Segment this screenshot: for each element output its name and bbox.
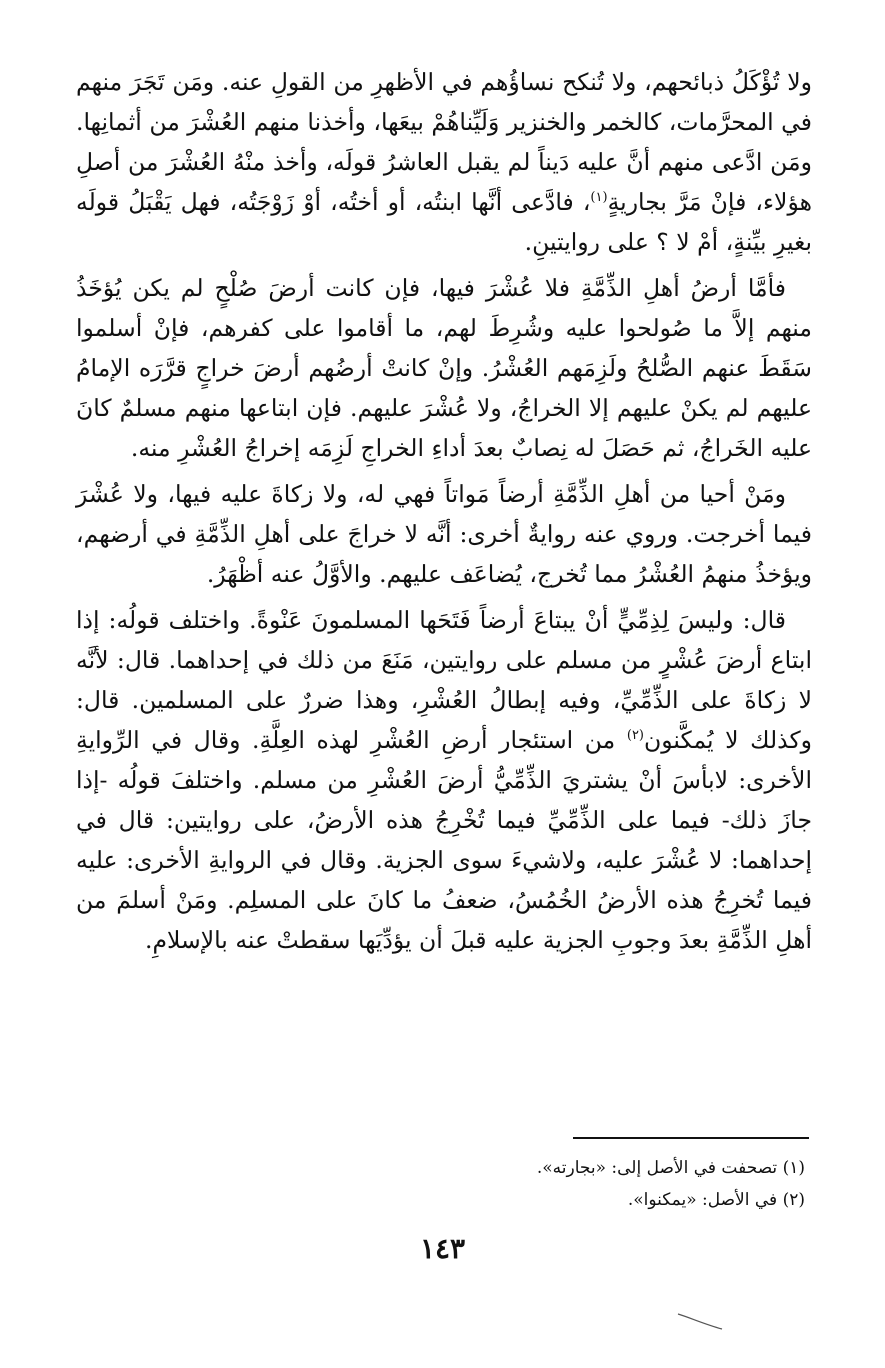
- footnote-1: (١) تصحفت في الأصل إلى: «بجارته».: [536, 1158, 805, 1178]
- footnote-divider: [573, 1137, 809, 1139]
- footnote-marker-2: (٢): [626, 728, 644, 744]
- paragraph-4-text: قال: وليسَ لِذِمِّيٍّ أنْ يبتاعَ أرضاً فَتَحَها المسلمونَ عَنْوةً. واختلف قولُه: إذا ابتاع أرضَ عُشْرٍ من مسلم على روايتين، مَنَعَ من ذلك في إحداهما. قال: لأنَّه لا زكاةَ على الذِّمِّيِّ، وفيه إبطالُ العُشْرِ، وهذا ضررٌ على المسلمين. قال: وكذلك لا يُمكَّنون: [76, 606, 812, 754]
- paragraph-4-continuation: من استئجار أرضِ العُشْرِ لهذه العِلَّةِ. وقال في الرِّوايةِ الأخرى: لابأسَ: [76, 726, 812, 794]
- footnotes: [75, 1152, 805, 1216]
- footnote-marker-1: (١): [590, 190, 608, 206]
- paragraph-4: [76, 600, 812, 960]
- paragraph-2: فأمَّا أرضُ أهلِ الذِّمَّةِ فلا عُشْرَ فيها، فإن كانت أرضَ صُلْحٍ لم يكن يُؤخَذُ منهم إلاَّ ما صُولحوا عليه وشُرِطَ لهم، ما أقاموا على كفرهم، فإنْ أسلموا سَقَطَ عنهم الصُّلحُ ولَزِمَهم العُشْرُ. وإنْ كانتْ أرضُهم أرضَ خراجٍ قرَّرَه الإمامُ عليهم لم يكنْ عليهم إلا الخراجُ، ولا عُشْرَ عليهم. فإن ابتاعها منهم مسلمٌ كانَ عليه الخَراجُ، ثم حَصَلَ له نِصابٌ بعدَ أداءِ الخراجِ لَزِمَه إخراجُ العُشْرِ منه.: [76, 274, 812, 462]
- paragraph-1-continuation: ، فادَّعى أنَّها ابنتُه، أو أختُه، أوْ زَوْجَتُه، فهل يَقْبَلُ قولَه بغيرِ بيِّنةٍ، أمْ لا ؟ على روايتينِ.: [76, 188, 812, 256]
- paragraph-3: ومَنْ أحيا من أهلِ الذِّمَّةِ أرضاً مَواتاً فهي له، ولا زكاةَ عليه فيها، ولا عُشْرَ فيما أخرجت. وروي عنه روايةٌ أخرى: أنَّه لا خراجَ على أهلِ الذِّمَّةِ في أرضهم، ويؤخذُ منهمُ العُشْرُ مما تُخرج، يُضاعَف عليهم. والأوَّلُ عنه أظْهَرُ.: [76, 480, 812, 588]
- page-number: ١٤٣: [419, 1232, 466, 1265]
- stray-pen-mark: [676, 1310, 726, 1332]
- paragraph-1: [76, 62, 812, 262]
- paragraph-1-text: ولا تُؤْكَلُ ذبائحهم، ولا تُنكح نساؤُهم في الأظهرِ من القولِ عنه. ومَن تَجَرَ منهم في المحرَّمات، كالخمر والخنزير وَلَيِّناهُمْ بيعَها، وأخذنا منهم العُشْرَ من أثمانِها. ومَن ادَّعى منهم أنَّ عليه دَيناً لم يقبل العاشرُ قولَه، وأخذ منْهُ العُشْرَ من أصلِ هؤلاء، فإنْ مَرَّ بجاريةٍ: [76, 68, 812, 216]
- footnote-2: (٢) في الأصل: «يمكنوا».: [627, 1190, 805, 1210]
- paragraph-4-tail: أنْ يشتريَ الذِّمِّيُّ أرضَ العُشْرِ من مسلم. واختلفَ قولُه -إذا جازَ ذلك- فيما على الذِّمِّيِّ فيما تُخْرِجُ هذه الأرضُ، على روايتين: قال في إحداهما: لا عُشْرَ عليه، ولاشيءَ سوى الجزية. وقال في الروايةِ الأخرى: عليه فيما تُخرِجُ هذه الأرضُ الخُمُسُ، ضعفُ ما كانَ على المسلِم. ومَنْ أسلمَ من أهلِ الذِّمَّةِ بعدَ وجوبِ الجزية عليه قبلَ أن يؤدِّيَها سقطتْ عنه بالإسلامِ.: [76, 766, 812, 954]
- page-body: [76, 62, 812, 966]
